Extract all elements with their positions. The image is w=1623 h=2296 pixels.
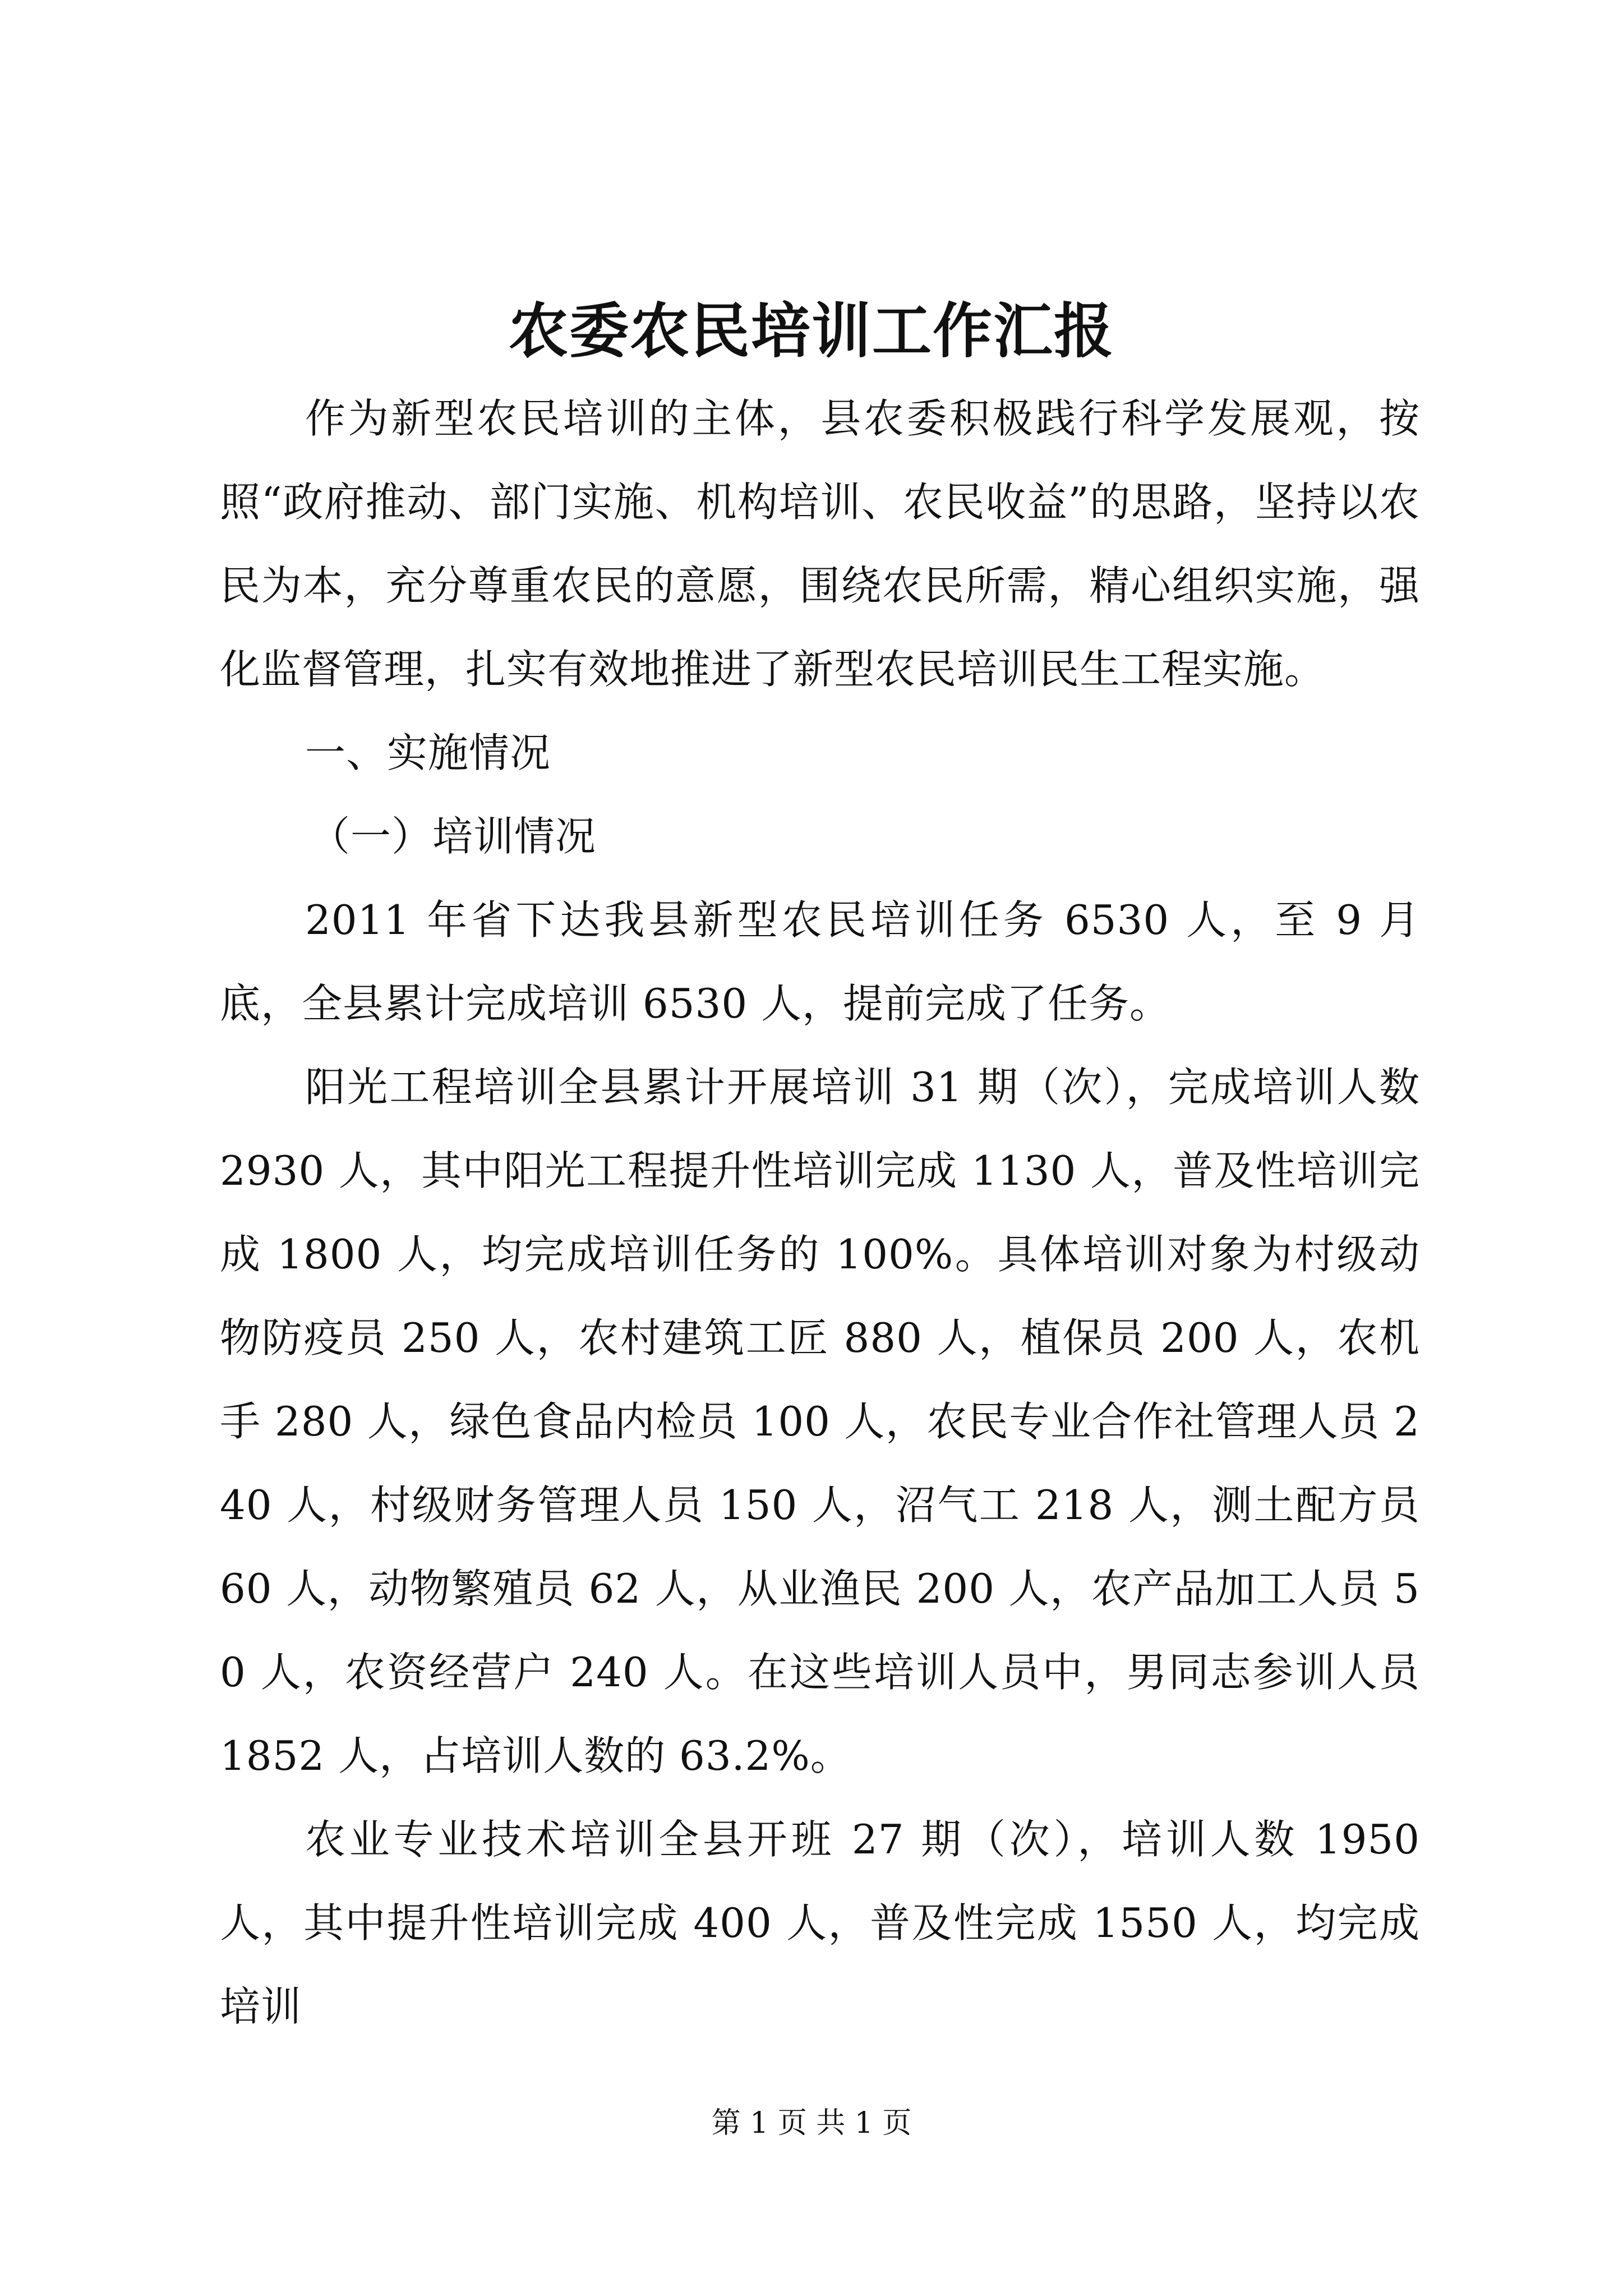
- sunshine-project-paragraph: 阳光工程培训全县累计开展培训 31 期（次），完成培训人数 2930 人，其中阳光工程提升性培训完成 1130 人，普及性培训完成 1800 人，均完成培训任务的 100%。具体培训对象为村级动物防疫员 250 人，农村建筑工匠 880 人，植保员 200 人，农机手 280 人，绿色食品内检员 100 人，农民专业合作社管理人员 240 人，村级财务管理人员 150 人，沼气工 218 人，测土配方员 60 人，动物繁殖员 62 人，从业渔民 200 人，农产品加工人员 50 人，农资经营户 240 人。在这些培训人员中，男同志参训人员 1852 人，占培训人数的 63.2%。: [220, 1064, 1420, 1779]
- document-body: [220, 377, 1420, 2049]
- task-summary-paragraph: 2011 年省下达我县新型农民培训任务 6530 人，至 9 月底，全县累计完成培训 6530 人，提前完成了任务。: [220, 896, 1420, 1027]
- subsection-heading-training: （一）培训情况: [310, 813, 597, 860]
- document-title: 农委农民培训工作汇报: [509, 296, 1114, 366]
- intro-paragraph: 作为新型农民培训的主体，县农委积极践行科学发展观，按照“政府推动、部门实施、机构培训、农民收益”的思路，坚持以农民为本，充分尊重农民的意愿，围绕农民所需，精心组织实施，强化监督管理，扎实有效地推进了新型农民培训民生工程实施。: [220, 395, 1420, 693]
- page-footer: 第 1 页 共 1 页: [711, 2106, 912, 2140]
- section-heading-implementation: 一、实施情况: [305, 729, 551, 776]
- agri-tech-training-paragraph: 农业专业技术培训全县开班 27 期（次），培训人数 1950 人，其中提升性培训完成 400 人，普及性完成 1550 人，均完成培训: [220, 1816, 1420, 2030]
